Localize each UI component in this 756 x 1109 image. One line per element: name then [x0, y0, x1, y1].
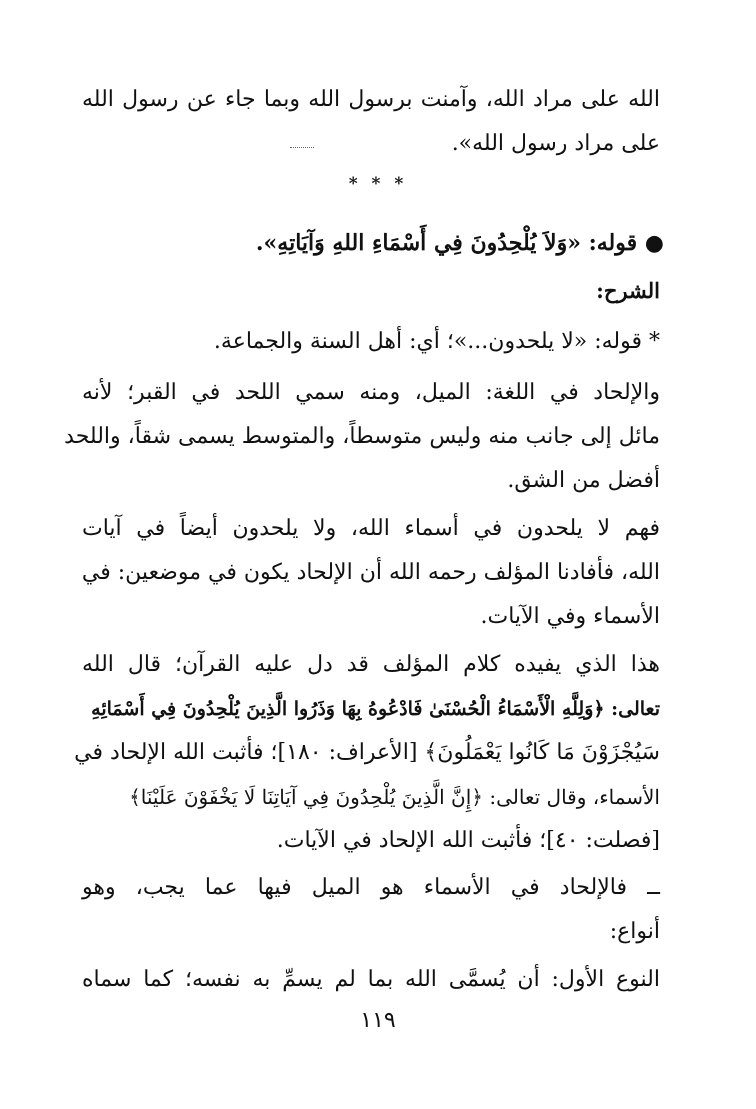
text-line-12: هذا الذي يفيده كلام المؤلف قد دل عليه القرآن؛ قال الله: [82, 652, 660, 677]
text-line-19: النوع الأول: أن يُسمَّى الله بما لم يسمِّ به نفسه؛ كما سماه: [82, 967, 660, 992]
page-number: ١١٩: [360, 1008, 396, 1033]
text-line-8: أفضل من الشق.: [507, 468, 660, 493]
text-line-9: فهم لا يلحدون في أسماء الله، ولا يلحدون أيضاً في آيات: [82, 516, 660, 541]
text-line-6: والإلحاد في اللغة: الميل، ومنه سمي اللحد في القبر؛ لأنه: [82, 380, 660, 405]
sharh-heading: الشرح:: [596, 278, 660, 303]
quran-line-1: تعالى: ﴿وَلِلَّهِ الْأَسْمَاءُ الْحُسْنَىٰ فَادْعُوهُ بِهَا وَذَرُوا الَّذِينَ يُلْحِدُونَ فِي أَسْمَائِهِ: [91, 698, 660, 720]
text-line-15: الأسماء، وقال تعالى: ﴿إِنَّ الَّذِينَ يُلْحِدُونَ فِي آيَاتِنَا لَا يَخْفَوْنَ عَلَيْنَا﴾: [129, 785, 660, 809]
text-line-2: على مراد رسول الله».: [451, 131, 660, 156]
margin-dash: [290, 147, 314, 148]
text-line-14: سَيُجْزَوْنَ مَا كَانُوا يَعْمَلُونَ﴾ [الأعراف: ١٨٠]؛ فأثبت الله الإلحاد في: [74, 740, 660, 765]
text-line-16: [فصلت: ٤٠]؛ فأثبت الله الإلحاد في الآيات.: [276, 828, 660, 853]
text-line-17: ــ فالإلحاد في الأسماء هو الميل فيها عما يجب، وهو: [82, 875, 660, 900]
matn-quote: ● قوله: «وَلاَ يُلْحِدُونَ فِي أَسْمَاءِ اللهِ وَآيَاتِهِ».: [255, 230, 664, 256]
commentary-line: * قوله: «لا يلحدون...»؛ أي: أهل السنة والجماعة.: [213, 329, 660, 354]
text-line-1: الله على مراد الله، وآمنت برسول الله وبما جاء عن رسول الله: [82, 87, 660, 112]
text-line-18: أنواع:: [609, 919, 660, 944]
text-line-7: مائل إلى جانب منه وليس متوسطاً، والمتوسط يسمى شقاً، واللحد: [64, 424, 660, 449]
text-line-11: الأسماء وفي الآيات.: [480, 604, 660, 629]
text-line-10: الله، فأفادنا المؤلف رحمه الله أن الإلحاد يكون في موضعين: في: [81, 560, 660, 585]
section-separator: * * *: [348, 174, 408, 194]
